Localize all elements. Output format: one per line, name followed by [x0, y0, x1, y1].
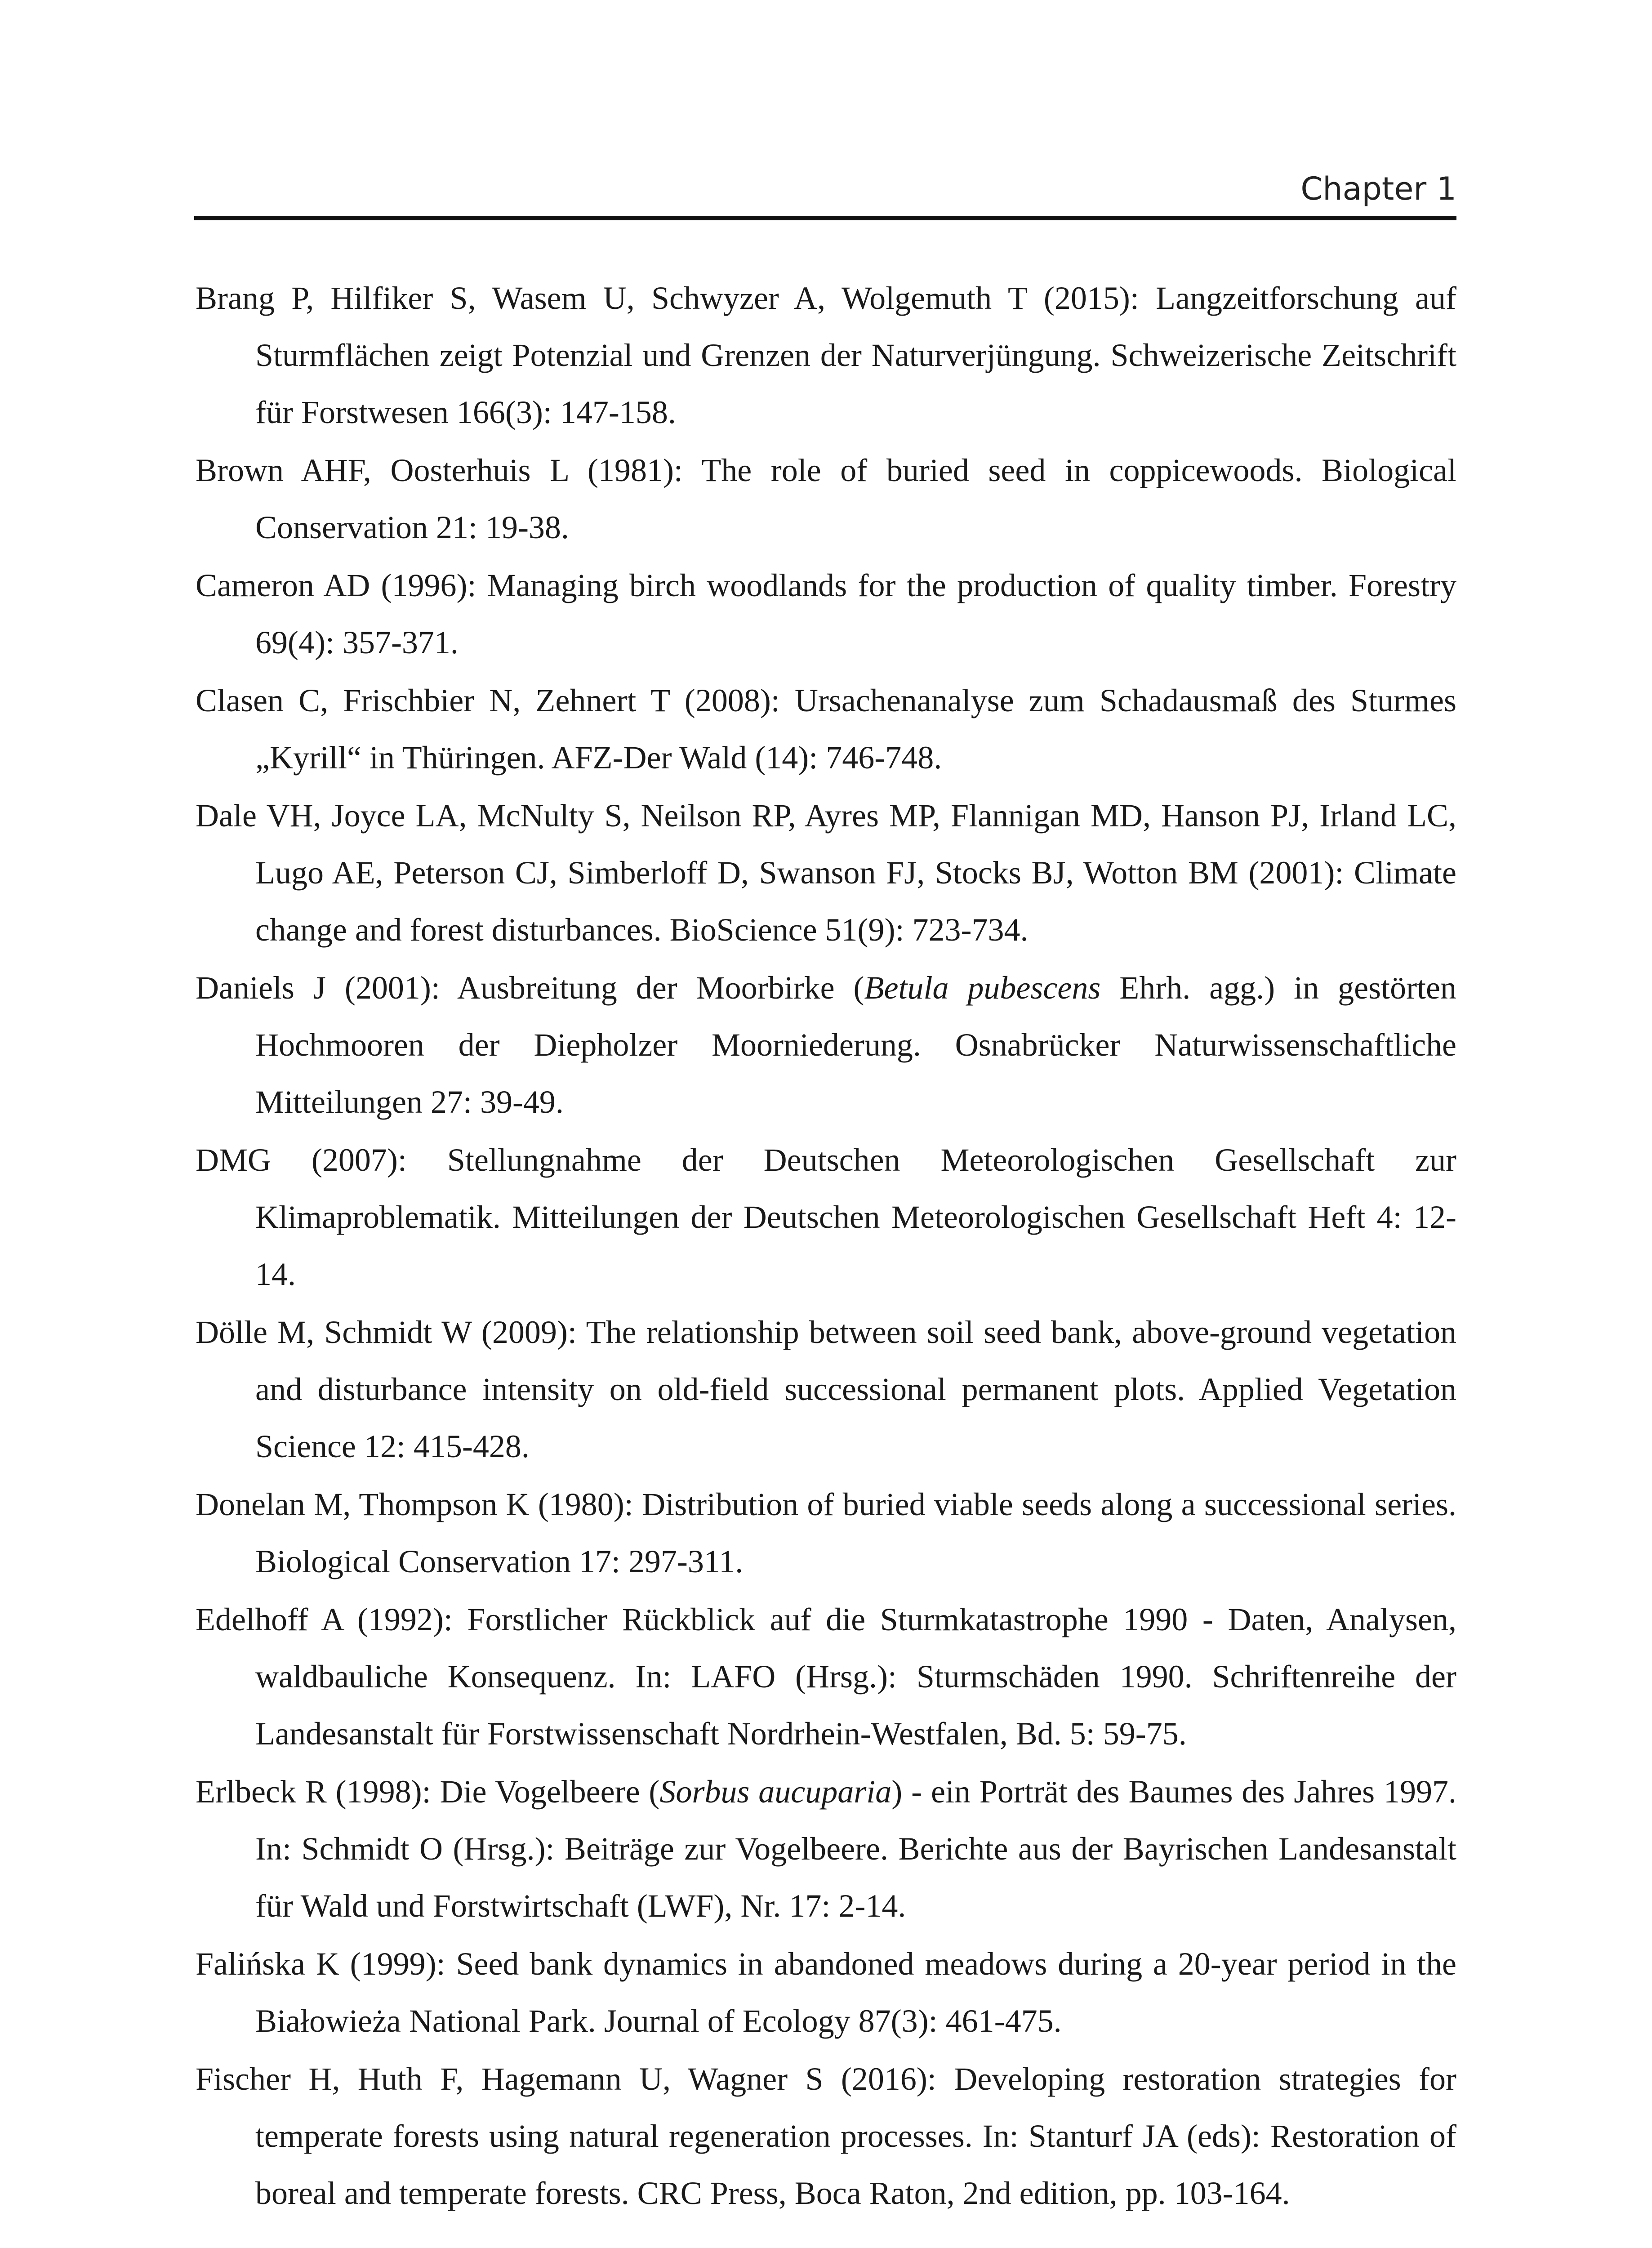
reference-entry — [196, 959, 1456, 1131]
chapter-heading: Chapter 1 — [1300, 170, 1456, 207]
reference-text: Brang P, Hilfiker S, Wasem U, Schwyzer A, Wolgemuth T (2015): Langzeitforschung auf Sturmflächen zeigt Potenzial und Grenzen der Naturverjüngung. Schweizerische Zeitschrift für Forstwesen 166(3): 147-158. — [196, 280, 1456, 430]
reference-entry — [196, 1132, 1456, 1303]
reference-text: Brown AHF, Oosterhuis L (1981): The role of buried seed in coppicewoods. Biological Conservation 21: 19-38. — [196, 452, 1456, 545]
reference-text: Donelan M, Thompson K (1980): Distribution of buried viable seeds along a successional series. Biological Conservation 17: 297-311. — [196, 1486, 1456, 1579]
reference-entry — [196, 1476, 1456, 1590]
reference-text: Erlbeck R (1998): Die Vogelbeere ( — [196, 1774, 660, 1810]
species-name: Sorbus aucuparia — [659, 1774, 892, 1810]
reference-entry — [196, 1304, 1456, 1475]
reference-entry — [196, 1591, 1456, 1762]
reference-entry — [196, 1763, 1456, 1935]
reference-entry — [196, 672, 1456, 786]
reference-entry — [196, 442, 1456, 556]
reference-entry — [196, 2051, 1456, 2222]
reference-text: Edelhoff A (1992): Forstlicher Rückblick auf die Sturmkatastrophe 1990 - Daten, Analysen, waldbauliche Konsequenz. In: LAFO (Hrsg.): Sturmschäden 1990. Schriftenreihe der Landesanstalt für Forstwissenschaft Nordrhein-Westfalen, Bd. 5: 59-75. — [196, 1601, 1456, 1752]
reference-entry — [196, 557, 1456, 671]
reference-text: Clasen C, Frischbier N, Zehnert T (2008): Ursachenanalyse zum Schadausmaß des Sturmes „Kyrill“ in Thüringen. AFZ-Der Wald (14): 746-748. — [196, 682, 1456, 776]
reference-text: Dölle M, Schmidt W (2009): The relationship between soil seed bank, above-ground vegetation and disturbance intensity on old-field successional permanent plots. Applied Vegetation Science 12: 415-428. — [196, 1314, 1456, 1464]
species-name: Betula pubescens — [864, 970, 1101, 1006]
reference-list — [196, 270, 1456, 2223]
reference-text: Cameron AD (1996): Managing birch woodlands for the production of quality timber. Forestry 69(4): 357-371. — [196, 567, 1456, 660]
reference-text: Fischer H, Huth F, Hagemann U, Wagner S (2016): Developing restoration strategies for temperate forests using natural regeneration processes. In: Stanturf JA (eds): Restoration of boreal and temperate forests. CRC Press, Boca Raton, 2nd edition, pp. 103-164. — [196, 2061, 1456, 2211]
header-rule — [194, 216, 1456, 220]
reference-entry — [196, 1936, 1456, 2050]
reference-text: Ehrh. agg.) in gestörten Hochmooren der Diepholzer Moorniederung. Osnabrücker Naturwissenschaftliche Mitteilungen 27: 39-49. — [255, 970, 1457, 1120]
reference-entry — [196, 787, 1456, 959]
reference-text: Daniels J (2001): Ausbreitung der Moorbirke ( — [196, 970, 864, 1006]
reference-entry — [196, 270, 1456, 441]
reference-text: ) - ein Porträt des Baumes des Jahres 1997. In: Schmidt O (Hrsg.): Beiträge zur Vogelbeere. Berichte aus der Bayrischen Landesanstalt für Wald und Forstwirtschaft (LWF), Nr. 17: 2-14. — [255, 1774, 1457, 1924]
reference-text: Falińska K (1999): Seed bank dynamics in abandoned meadows during a 20-year period in the Białowieża National Park. Journal of Ecology 87(3): 461-475. — [196, 1946, 1456, 2039]
reference-text: DMG (2007): Stellungnahme der Deutschen Meteorologischen Gesellschaft zur Klimaproblematik. Mitteilungen der Deutschen Meteorologischen Gesellschaft Heft 4: 12-14. — [196, 1142, 1456, 1292]
reference-text: Dale VH, Joyce LA, McNulty S, Neilson RP, Ayres MP, Flannigan MD, Hanson PJ, Irland LC, Lugo AE, Peterson CJ, Simberloff D, Swanson FJ, Stocks BJ, Wotton BM (2001): Climate change and forest disturbances. BioScience 51(9): 723-734. — [196, 798, 1456, 948]
